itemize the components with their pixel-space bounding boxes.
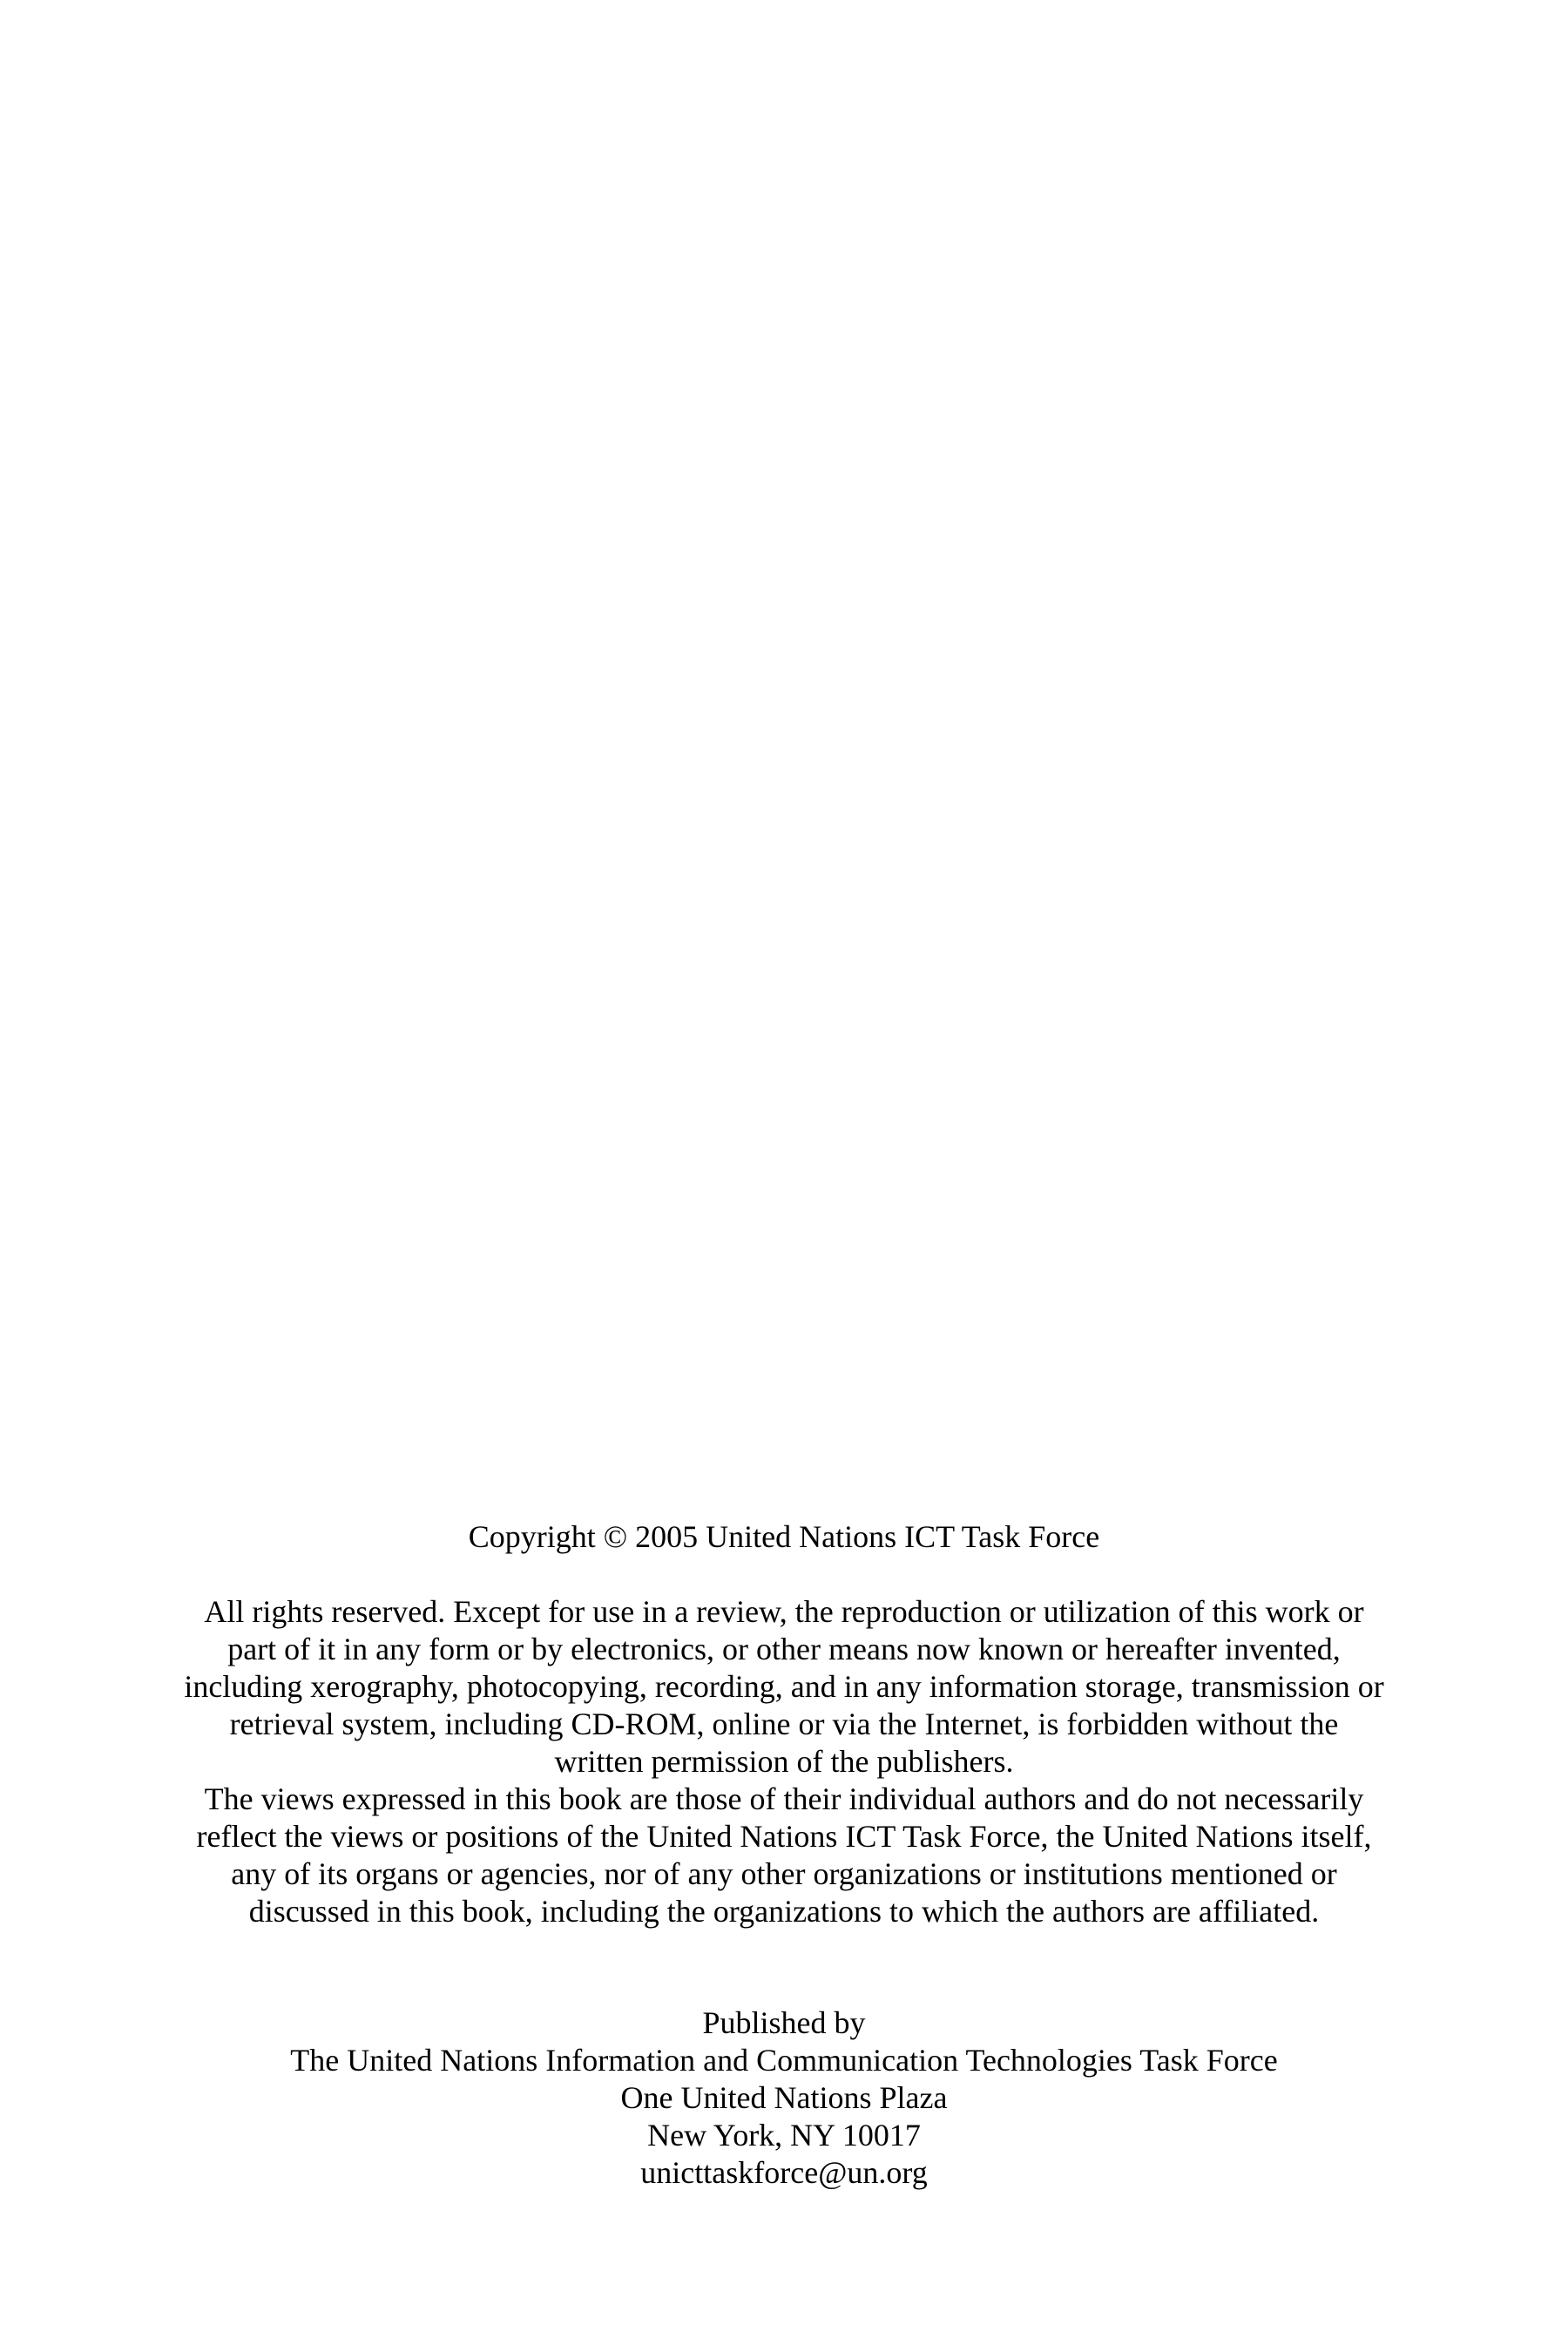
rights-reserved-paragraph: [0, 1593, 1568, 1781]
publisher-info: [0, 2004, 1568, 2192]
disclaimer-line: discussed in this book, including the organizations to which the authors are affiliated.: [248, 1894, 1320, 1929]
publisher-name: The United Nations Information and Communication Technologies Task Force: [290, 2043, 1278, 2078]
rights-line: including xerography, photocopying, recording, and in any information storage, transmission or: [184, 1669, 1384, 1704]
copyright-notice: [0, 1518, 1568, 1556]
disclaimer-line: any of its organs or agencies, nor of any other organizations or institutions mentioned or: [231, 1856, 1337, 1891]
rights-line: All rights reserved. Except for use in a review, the reproduction or utilization of this work or: [204, 1594, 1364, 1629]
copyright-line: Copyright © 2005 United Nations ICT Task Force: [468, 1519, 1100, 1554]
publisher-email: unicttaskforce@un.org: [640, 2155, 928, 2190]
disclaimer-line: The views expressed in this book are those of their individual authors and do not necessarily: [204, 1781, 1364, 1816]
rights-line: retrieval system, including CD-ROM, online or via the Internet, is forbidden without the: [229, 1707, 1339, 1741]
publisher-address-line2: New York, NY 10017: [647, 2118, 921, 2153]
rights-line: part of it in any form or by electronics, or other means now known or hereafter invented,: [227, 1632, 1341, 1666]
rights-line: written permission of the publishers.: [554, 1744, 1014, 1779]
published-by-label: Published by: [702, 2005, 866, 2040]
publisher-address-line1: One United Nations Plaza: [620, 2080, 948, 2115]
disclaimer-line: reflect the views or positions of the United Nations ICT Task Force, the United Nations itself,: [196, 1819, 1372, 1854]
disclaimer-paragraph: [0, 1781, 1568, 1930]
